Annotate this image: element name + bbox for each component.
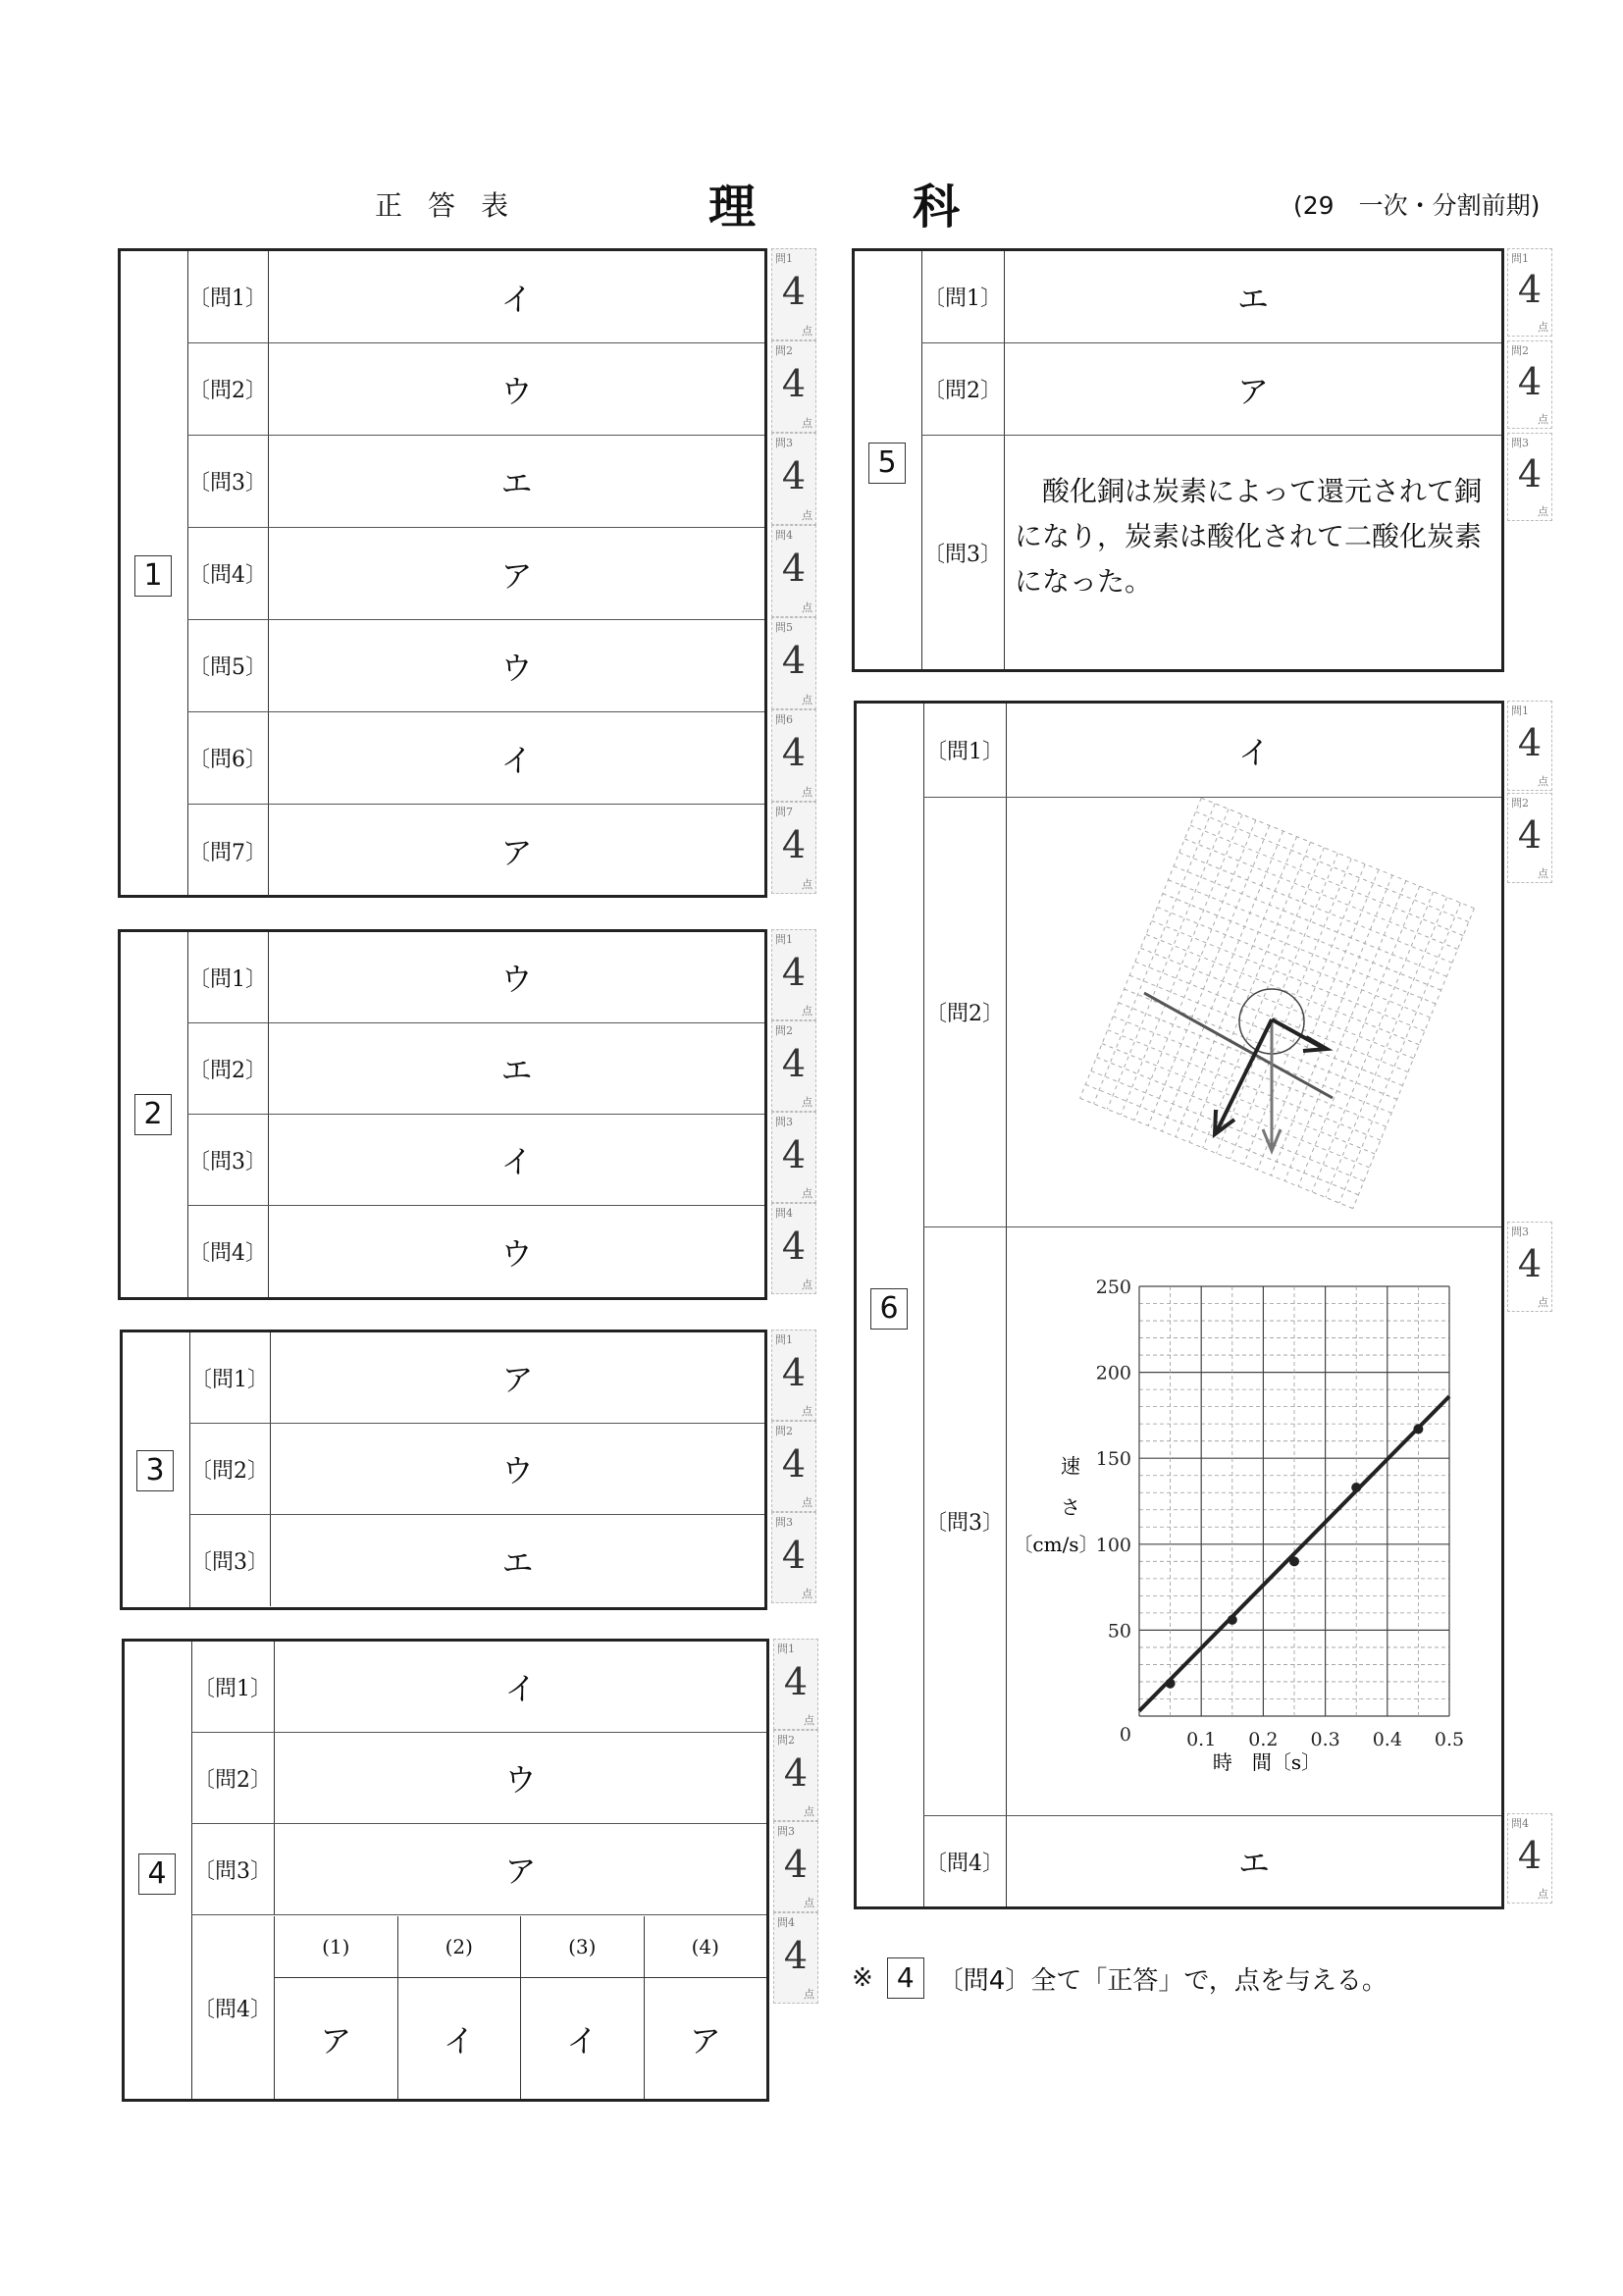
question-row-1: [191, 1642, 766, 1733]
answer-value: エ: [1237, 1845, 1270, 1882]
y-axis-label-line: 〔cm/s〕: [1013, 1533, 1099, 1556]
section-number: 4: [138, 1853, 176, 1895]
doc-subtitle: 正答表: [375, 189, 535, 222]
sub-header: (1): [275, 1916, 398, 1977]
section-number: 3: [136, 1450, 174, 1491]
question-label: 〔問1〕: [191, 1642, 275, 1732]
chart-svg: [1007, 1227, 1505, 1814]
question-row-4: [187, 1206, 764, 1297]
score-unit: 点: [802, 1005, 812, 1018]
answer-value: ウ: [501, 1452, 534, 1489]
score-box: [771, 1020, 816, 1112]
score-unit: 点: [802, 786, 812, 799]
score-value: 4: [781, 1132, 807, 1176]
score-question-label: 問4: [1511, 1817, 1529, 1830]
score-value: 4: [781, 1350, 807, 1394]
data-point: [1289, 1556, 1299, 1566]
score-unit: 点: [802, 1496, 812, 1509]
score-unit: 点: [1538, 1888, 1548, 1901]
question-label: 〔問1〕: [187, 932, 269, 1022]
question-row-3: [191, 1824, 766, 1915]
question-label: 〔問2〕: [923, 798, 1007, 1226]
score-value: 4: [781, 454, 807, 497]
grid-line: [1326, 897, 1447, 1197]
question-label: 〔問4〕: [187, 528, 269, 619]
score-question-label: 問1: [775, 1333, 793, 1346]
grid-line: [1230, 859, 1352, 1159]
question-label: 〔問4〕: [191, 1916, 275, 2099]
question-row-4: [191, 1916, 766, 2099]
question-row-6: [187, 712, 764, 805]
question-label: 〔問3〕: [187, 1115, 269, 1205]
section-number: 2: [134, 1094, 172, 1135]
grid-line: [1134, 820, 1256, 1121]
answer-value: エ: [500, 1052, 533, 1089]
score-unit: 点: [802, 1096, 812, 1109]
force-diagram: [1007, 798, 1501, 1226]
score-value: 4: [781, 362, 807, 405]
score-question-label: 問3: [777, 1825, 795, 1838]
score-box: [771, 525, 816, 617]
sub-answer-row: [275, 1978, 766, 2099]
grid-line: [1121, 814, 1242, 1115]
section-number: 5: [868, 443, 906, 484]
parallel-component-arrowhead: [1303, 1037, 1327, 1051]
score-question-label: 問3: [1511, 437, 1529, 449]
score-value: 4: [1517, 1834, 1543, 1877]
sub-answer: ア: [275, 1978, 398, 2099]
section-2: [118, 929, 767, 1300]
section-5: [852, 248, 1504, 672]
section-ref-box: 4: [887, 1957, 924, 1999]
score-box: [1507, 701, 1552, 791]
x-tick-label: 0.4: [1372, 1729, 1402, 1750]
score-box: [1507, 340, 1552, 429]
score-question-label: 問3: [775, 1516, 793, 1529]
score-box: [773, 1821, 818, 1912]
question-label: 〔問1〕: [187, 251, 269, 342]
score-value: 4: [781, 1041, 807, 1085]
score-value: 4: [781, 823, 807, 866]
question-label: 〔問2〕: [187, 1023, 269, 1114]
score-unit: 点: [1538, 1296, 1548, 1309]
question-row-2: [191, 1733, 766, 1824]
data-point: [1166, 1679, 1176, 1689]
sub-header: (3): [521, 1916, 645, 1977]
section-number: 1: [134, 555, 172, 597]
score-unit: 点: [802, 1278, 812, 1291]
sub-header: (4): [691, 1935, 719, 1958]
doc-title-char-1: 理: [708, 180, 757, 235]
score-value: 4: [781, 547, 807, 590]
score-question-label: 問6: [775, 713, 793, 726]
y-tick-label: 0: [1119, 1724, 1131, 1746]
answer-value: イ: [500, 741, 533, 779]
question-row-3: [187, 436, 764, 528]
answer-value: ア: [501, 1361, 534, 1398]
question-label: 〔問7〕: [187, 805, 269, 897]
sub-answer: イ: [521, 1978, 645, 2099]
grid-line: [1094, 804, 1216, 1104]
scoring-note: [852, 1957, 1387, 1999]
score-box: [771, 1330, 816, 1421]
score-question-label: 問2: [775, 344, 793, 357]
score-unit: 点: [804, 1988, 814, 2001]
score-question-label: 問1: [1511, 252, 1529, 265]
reference-mark: ※: [852, 1963, 873, 1993]
answer-value: イ: [504, 1670, 537, 1707]
x-axis-label: 時 間〔s〕: [1212, 1750, 1322, 1774]
question-row-1: [921, 251, 1501, 343]
grid-line: [1312, 892, 1434, 1192]
y-tick-label: 150: [1095, 1448, 1131, 1471]
answer-value: イ: [500, 280, 533, 318]
score-unit: 点: [802, 878, 812, 891]
answer-value: エ: [501, 1543, 534, 1582]
score-box: [771, 433, 816, 525]
y-axis-label-line: さ: [1061, 1495, 1080, 1519]
x-tick-label: 0.1: [1186, 1729, 1217, 1750]
question-row-1: [923, 704, 1501, 798]
score-value: 4: [783, 1933, 809, 1977]
answer-value: ウ: [500, 961, 533, 998]
score-question-label: 問7: [775, 806, 793, 818]
score-box: [773, 1912, 818, 2004]
grid-line: [1203, 848, 1325, 1148]
score-box: [1507, 1222, 1552, 1312]
section-3: [120, 1330, 767, 1610]
question-row-3: [189, 1515, 764, 1606]
y-axis-label-line: 速: [1061, 1454, 1080, 1478]
score-question-label: 問4: [777, 1916, 795, 1929]
score-box: [773, 1639, 818, 1730]
question-row-2: [189, 1424, 764, 1515]
score-value: 4: [783, 1750, 809, 1795]
score-box: [1507, 1813, 1552, 1904]
score-unit: 点: [802, 694, 812, 706]
score-value: 4: [781, 731, 807, 774]
score-question-label: 問3: [775, 1116, 793, 1128]
score-value: 4: [781, 950, 807, 994]
x-tick-label: 0.2: [1248, 1729, 1279, 1750]
question-row-1: [187, 932, 764, 1023]
velocity-time-graph: [1007, 1227, 1501, 1815]
score-question-label: 問1: [1511, 704, 1529, 717]
question-label: 〔問3〕: [187, 436, 269, 527]
data-point: [1351, 1483, 1361, 1492]
score-question-label: 問3: [1511, 1226, 1529, 1238]
score-unit: 点: [802, 417, 812, 430]
score-unit: 点: [804, 1714, 814, 1727]
question-label: 〔問2〕: [189, 1424, 271, 1514]
answer-value: ア: [1236, 372, 1269, 410]
question-row-3: [187, 1115, 764, 1206]
question-label: 〔問3〕: [189, 1515, 271, 1606]
score-question-label: 問4: [775, 1207, 793, 1220]
score-box: [1507, 433, 1552, 521]
section-4: [122, 1639, 769, 2102]
y-tick-label: 250: [1095, 1277, 1131, 1298]
sub-header-row: [275, 1916, 766, 1978]
question-label: 〔問6〕: [187, 712, 269, 804]
score-value: 4: [1517, 813, 1543, 857]
answer-value: ウ: [500, 649, 533, 687]
question-label: 〔問4〕: [187, 1206, 269, 1297]
question-label: 〔問4〕: [923, 1816, 1007, 1906]
answer-value: 酸化銅は炭素によって還元されて銅になり，炭素は酸化されて二酸化炭素になった。: [1015, 475, 1483, 598]
answer-value: ウ: [500, 372, 533, 410]
fit-line: [1139, 1396, 1449, 1711]
score-question-label: 問2: [1511, 344, 1529, 357]
score-question-label: 問1: [777, 1643, 795, 1655]
y-tick-label: 100: [1095, 1534, 1131, 1556]
score-value: 4: [1517, 360, 1543, 403]
score-box: [771, 1421, 816, 1512]
score-unit: 点: [1538, 321, 1548, 334]
score-unit: 点: [1538, 413, 1548, 426]
score-question-label: 問1: [775, 252, 793, 265]
score-question-label: 問2: [777, 1734, 795, 1747]
y-tick-label: 50: [1107, 1620, 1131, 1643]
question-row-3: [921, 436, 1501, 669]
answer-value: エ: [500, 464, 533, 502]
answer-value: イ: [1237, 733, 1270, 771]
score-box: [771, 1512, 816, 1603]
question-row-7: [187, 805, 764, 897]
sub-answer: ア: [689, 2021, 721, 2060]
data-point: [1228, 1615, 1237, 1625]
score-question-label: 問5: [775, 621, 793, 634]
score-box: [771, 929, 816, 1020]
score-value: 4: [1517, 721, 1543, 764]
answer-value: ア: [504, 1852, 537, 1890]
score-value: 4: [1517, 452, 1543, 496]
question-row-5: [187, 620, 764, 712]
question-label: 〔問1〕: [921, 251, 1005, 342]
score-value: 4: [783, 1659, 809, 1703]
score-value: 4: [781, 1224, 807, 1268]
score-box: [771, 802, 816, 894]
question-row-2: [187, 343, 764, 436]
score-box: [771, 617, 816, 709]
section-number: 6: [870, 1288, 908, 1330]
grid-paper: [1080, 798, 1475, 1208]
score-value: 4: [1517, 1242, 1543, 1285]
score-question-label: 問2: [775, 1024, 793, 1037]
section-6: [854, 701, 1504, 1909]
question-row-2: [187, 1023, 764, 1115]
sub-answer: イ: [398, 1978, 522, 2099]
score-unit: 点: [804, 1897, 814, 1909]
doc-title-char-2: 科: [913, 180, 961, 235]
section-1: [118, 248, 767, 898]
score-box: [771, 340, 816, 433]
question-label: 〔問5〕: [187, 620, 269, 711]
score-box: [1507, 793, 1552, 883]
sub-header: (2): [398, 1916, 522, 1977]
score-box: [771, 1203, 816, 1294]
score-value: 4: [781, 1533, 807, 1577]
score-question-label: 問1: [775, 933, 793, 946]
page-header: [0, 175, 1623, 234]
question-label: 〔問2〕: [187, 343, 269, 435]
answer-value: ア: [500, 834, 533, 871]
score-box: [771, 1112, 816, 1203]
score-question-label: 問2: [775, 1425, 793, 1437]
question-label: 〔問3〕: [923, 1227, 1007, 1815]
question-row-1: [189, 1332, 764, 1424]
score-unit: 点: [802, 325, 812, 338]
score-unit: 点: [802, 509, 812, 522]
question-label: 〔問1〕: [923, 704, 1007, 797]
answer-value: イ: [500, 1143, 533, 1180]
score-unit: 点: [802, 1187, 812, 1200]
grid-line: [1107, 809, 1229, 1110]
question-row-1: [187, 251, 764, 343]
score-unit: 点: [1538, 867, 1548, 880]
question-row-2: [921, 343, 1501, 436]
question-row-2: [923, 798, 1501, 1227]
x-tick-label: 0.3: [1310, 1729, 1340, 1750]
answer-value: エ: [1236, 280, 1269, 318]
edition-label: (29 一次・分割前期): [1293, 191, 1541, 220]
data-point: [1413, 1424, 1423, 1434]
score-unit: 点: [1538, 505, 1548, 518]
score-value: 4: [781, 1441, 807, 1486]
score-box: [1507, 248, 1552, 337]
score-value: 4: [781, 639, 807, 682]
answer-value: ウ: [504, 1761, 537, 1799]
question-label: 〔問2〕: [191, 1733, 275, 1823]
question-label: 〔問1〕: [189, 1332, 271, 1423]
question-row-4: [187, 528, 764, 620]
answer-value: ア: [500, 556, 533, 595]
question-label: 〔問3〕: [191, 1824, 275, 1914]
slope-surface-line: [1144, 993, 1333, 1098]
score-box: [771, 709, 816, 802]
score-value: 4: [1517, 268, 1543, 311]
score-value: 4: [781, 270, 807, 313]
score-question-label: 問3: [775, 437, 793, 449]
answer-value: ウ: [500, 1234, 533, 1273]
score-question-label: 問2: [1511, 797, 1529, 809]
question-label: 〔問3〕: [921, 436, 1005, 669]
force-diagram-svg: [1007, 798, 1505, 1226]
question-row-3: [923, 1227, 1501, 1816]
score-unit: 点: [802, 1405, 812, 1418]
y-tick-label: 200: [1095, 1362, 1131, 1384]
grid-line: [1217, 853, 1338, 1153]
grid-line: [1339, 903, 1461, 1203]
score-unit: 点: [1538, 775, 1548, 788]
score-box: [773, 1730, 818, 1821]
x-tick-label: 0.5: [1434, 1729, 1465, 1750]
question-row-4: [923, 1816, 1501, 1906]
question-label: 〔問2〕: [921, 343, 1005, 435]
score-unit: 点: [802, 601, 812, 614]
score-value: 4: [783, 1842, 809, 1886]
score-question-label: 問4: [775, 529, 793, 542]
note-text: 〔問4〕全て「正答」で，点を与える。: [937, 1965, 1387, 1996]
score-unit: 点: [804, 1805, 814, 1818]
score-unit: 点: [802, 1588, 812, 1600]
score-box: [771, 248, 816, 340]
